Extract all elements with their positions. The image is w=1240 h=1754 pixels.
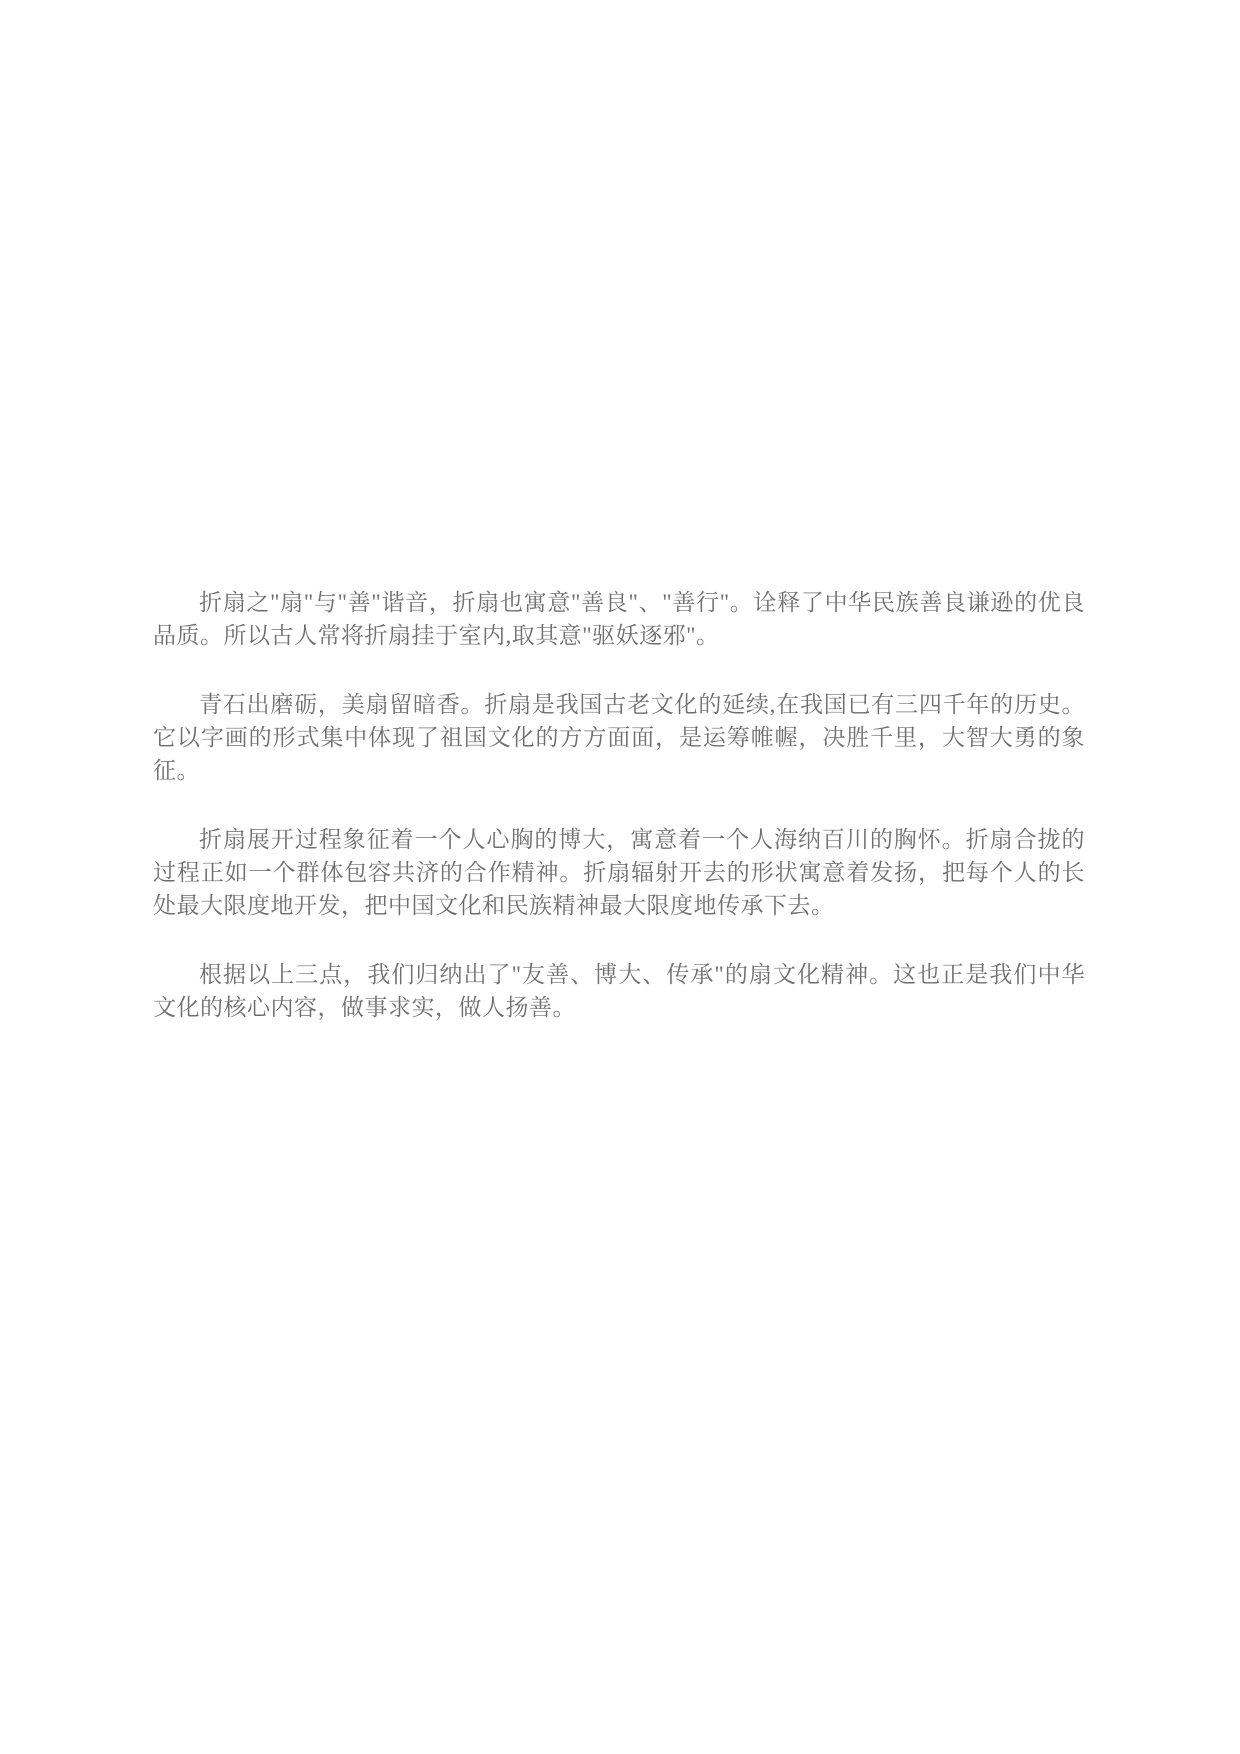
paragraph-2: 青石出磨砺，美扇留暗香。折扇是我国古老文化的延续,在我国已有三四千年的历史。它以字画的形式集中体现了祖国文化的方方面面，是运筹帷幄，决胜千里，大智大勇的象征。: [153, 692, 1085, 783]
paragraph-3: 折扇展开过程象征着一个人心胸的博大，寓意着一个人海纳百川的胸怀。折扇合拢的过程正如一个群体包容共济的合作精神。折扇辐射开去的形状寓意着发扬，把每个人的长处最大限度地开发，把中国文化和民族精神最大限度地传承下去。: [153, 827, 1085, 918]
paragraph-4: 根据以上三点，我们归纳出了"友善、博大、传承"的扇文化精神。这也正是我们中华文化的核心内容，做事求实，做人扬善。: [153, 962, 1085, 1020]
document-text-block: [153, 586, 1085, 1024]
paragraph-1: 折扇之"扇"与"善"谐音，折扇也寓意"善良"、"善行"。诠释了中华民族善良谦逊的优良品质。所以古人常将折扇挂于室内,取其意"驱妖逐邪"。: [153, 590, 1085, 648]
